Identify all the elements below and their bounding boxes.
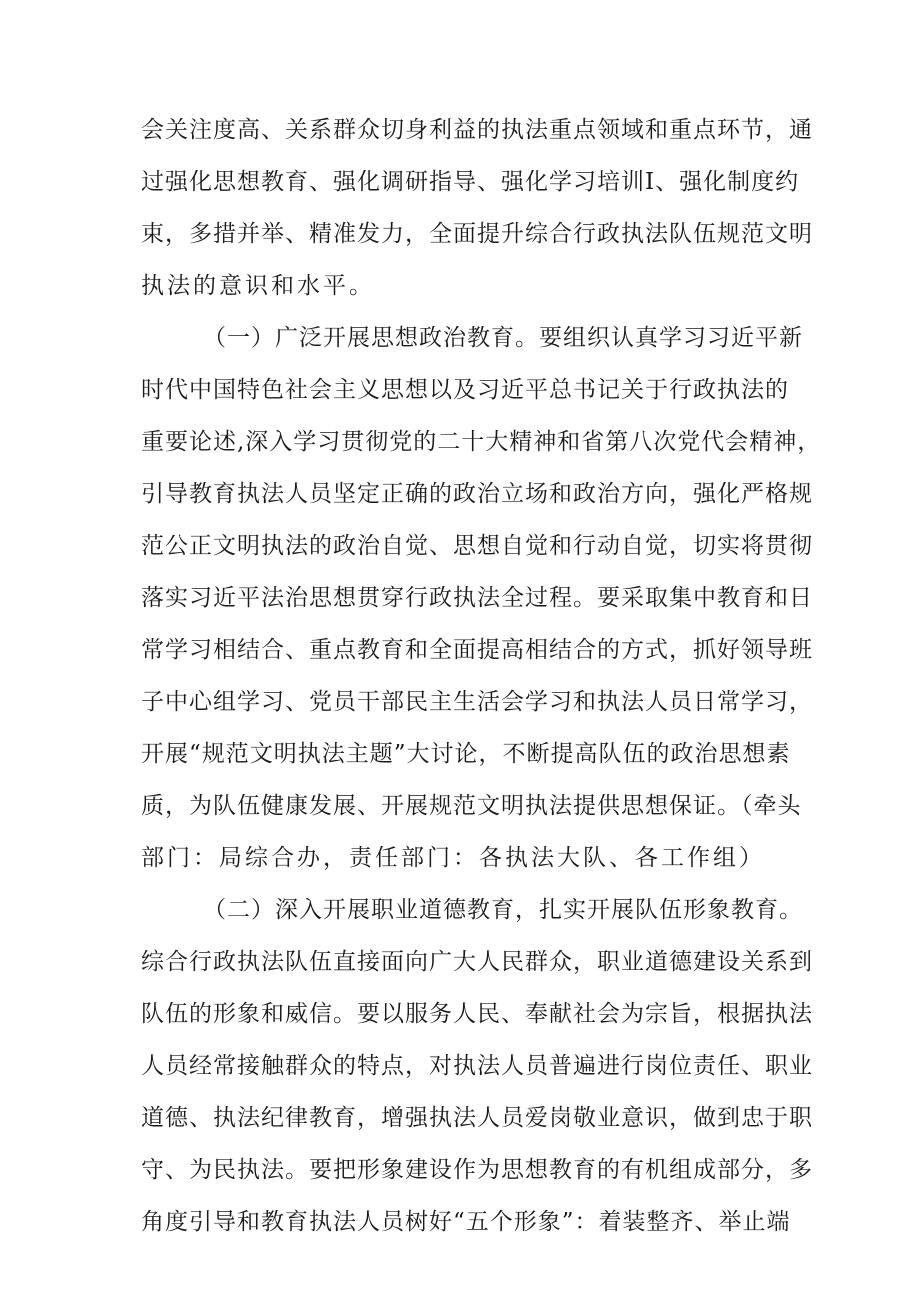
text-line: 队伍的形象和威信。要以服务人民、奉献社会为宗旨，根据执法 bbox=[141, 1001, 813, 1027]
text-line: 束，多措并举、精准发力，全面提升综合行政执法队伍规范文明 bbox=[141, 221, 813, 247]
text-line: 开展“规范文明执法主题”大讨论，不断提高队伍的政治思想素 bbox=[141, 741, 791, 767]
text-line: 角度引导和教育执法人员树好“五个形象”：着装整齐、举止端 bbox=[141, 1209, 791, 1235]
text-line: 重要论述,深入学习贯彻党的二十大精神和省第八次党代会精神， bbox=[141, 429, 822, 455]
text-line: 过强化思想教育、强化调研指导、强化学习培训Ⅰ、强化制度约 bbox=[141, 169, 800, 195]
text-line: 常学习相结合、重点教育和全面提高相结合的方式，抓好领导班 bbox=[141, 637, 813, 663]
section-heading-line: （一）广泛开展思想政治教育。要组织认真学习习近平新 bbox=[203, 325, 803, 351]
text-line: 落实习近平法治思想贯穿行政执法全过程。要采取集中教育和日 bbox=[141, 585, 813, 611]
text-line: 质，为队伍健康发展、开展规范文明执法提供思想保证。（牵头 bbox=[141, 793, 802, 819]
text-line: 道德、执法纪律教育，增强执法人员爱岗敬业意识，做到忠于职 bbox=[141, 1105, 813, 1131]
text-line: 范公正文明执法的政治自觉、思想自觉和行动自觉，切实将贯彻 bbox=[141, 533, 813, 559]
text-line: 时代中国特色社会主义思想以及习近平总书记关于行政执法的 bbox=[141, 377, 789, 403]
text-line: 引导教育执法人员坚定正确的政治立场和政治方向，强化严格规 bbox=[141, 481, 813, 507]
section-heading-line: （二）深入开展职业道德教育，扎实开展队伍形象教育。 bbox=[203, 897, 803, 923]
text-line: 人员经常接触群众的特点，对执法人员普遍进行岗位责任、职业 bbox=[141, 1053, 813, 1079]
text-line: 执法的意识和水平。 bbox=[141, 273, 375, 299]
text-line: 守、为民执法。要把形象建设作为思想教育的有机组成部分，多 bbox=[141, 1157, 813, 1183]
text-line: 综合行政执法队伍直接面向广大人民群众，职业道德建设关系到 bbox=[141, 949, 813, 975]
text-line: 会关注度高、关系群众切身利益的执法重点领域和重点环节，通 bbox=[141, 117, 813, 143]
text-line: 部门：局综合办，责任部门：各执法大队、各工作组） bbox=[141, 845, 765, 871]
text-line: 子中心组学习、党员干部民主生活会学习和执法人员日常学习， bbox=[141, 689, 813, 715]
